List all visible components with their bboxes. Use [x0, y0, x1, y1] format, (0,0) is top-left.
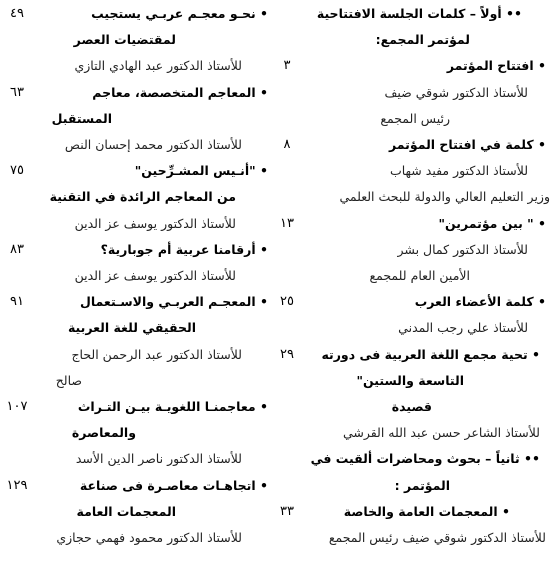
- toc-entry: [0, 395, 272, 419]
- page-number: ٨٣: [10, 241, 24, 257]
- toc-entry: [272, 526, 550, 550]
- entry-title: • المعجمات العامة والخاصة: [343, 503, 510, 519]
- toc-entry: [272, 421, 550, 445]
- entry-title: المستقبل: [51, 110, 112, 126]
- toc-entry: [0, 526, 272, 550]
- entry-author: للأستاذ الشاعر حسن عبد الله القرشي: [342, 425, 540, 441]
- toc-entry: [0, 500, 272, 524]
- page-number: ٢٩: [280, 346, 294, 362]
- entry-author: للأستاذ الدكتور كمال بشر: [397, 241, 528, 257]
- entry-title: •• أولاً – كلمات الجلسة الافتتاحية: [316, 6, 522, 21]
- toc-entry: [272, 159, 550, 183]
- toc-entry: [0, 185, 272, 209]
- toc-entry: [0, 343, 272, 367]
- entry-author: للأستاذ علي رجب المدني: [398, 320, 528, 336]
- entry-author: للأستاذ الدكتور مفيد شهاب: [389, 163, 528, 179]
- entry-author: للأستاذ الدكتور يوسف عز الدين: [74, 268, 236, 283]
- entry-title: • معاجمنـا اللغويـة بيـن التـراث: [77, 399, 268, 414]
- toc-entry: [272, 81, 550, 105]
- entry-author: للأستاذ الدكتور ناصر الدين الأسد: [75, 451, 242, 467]
- entry-title: • كلمة الأعضاء العرب: [414, 294, 546, 310]
- entry-title: • أرقامنا عربية أم جوبارية؟: [100, 241, 268, 257]
- toc-entry: [272, 290, 550, 314]
- entry-title: • اتجاهـات معاصـرة فى صناعة: [79, 477, 268, 493]
- page-number: ٢٥: [280, 294, 294, 310]
- entry-title: • كلمة في افتتاح المؤتمر: [389, 137, 546, 152]
- page-number: ٦٣: [10, 84, 24, 100]
- entry-title: لمقتضيات العصر: [73, 32, 176, 48]
- entry-title: المعجمات العامة: [76, 503, 176, 519]
- toc-entry: [0, 133, 272, 157]
- entry-title: قصيدة: [391, 399, 432, 414]
- entry-title: لمؤتمر المجمع:: [375, 32, 470, 48]
- toc-entry: [0, 2, 272, 26]
- entry-author: للأستاذ الدكتور محمد إحسان النص: [64, 137, 242, 152]
- toc-entry: [272, 2, 550, 26]
- toc-entry: [0, 290, 272, 314]
- entry-author: للأستاذ الدكتور شوقي ضيف رئيس المجمع: [328, 530, 546, 545]
- toc-entry: [0, 316, 272, 340]
- toc-entry: [0, 264, 272, 288]
- entry-author: للأستاذ الدكتور عبد الهادي التازي: [74, 58, 242, 74]
- toc-entry: [272, 133, 550, 157]
- toc-entry: [0, 421, 272, 445]
- entry-title: • " بين مؤتمرين": [438, 215, 546, 231]
- toc-entry: [272, 238, 550, 262]
- page-number: ١٠٧: [6, 399, 28, 414]
- toc-entry: [272, 316, 550, 340]
- page-number: ١٣: [280, 215, 294, 231]
- entry-title: •• ثانياً – بحوث ومحاضرات ألقيت في: [310, 451, 540, 467]
- toc-entry: [272, 369, 550, 393]
- toc-entry: [272, 343, 550, 367]
- toc-entry: [0, 107, 272, 131]
- entry-author: صالح: [55, 372, 82, 388]
- toc-entry: [272, 474, 550, 498]
- entry-title: • "أنـيس المشـرِّحين": [134, 163, 268, 179]
- toc-entry: [0, 369, 272, 393]
- toc-entry: [0, 81, 272, 105]
- entry-title: المؤتمر :: [394, 477, 450, 493]
- page-number: ٧٥: [10, 163, 24, 179]
- entry-author: للأستاذ الدكتور يوسف عز الدين: [74, 215, 236, 231]
- entry-author: وزير التعليم العالي والدولة للبحث العلمي: [339, 189, 550, 205]
- toc-entry: [0, 54, 272, 78]
- toc-entry: [272, 447, 550, 471]
- toc-entry: [272, 264, 550, 288]
- entry-author: رئيس المجمع: [380, 110, 450, 126]
- entry-title: الحقيقي للغة العربية: [67, 320, 196, 336]
- entry-title: والمعاصرة: [71, 425, 136, 441]
- toc-entry: [272, 212, 550, 236]
- page-number: ١٢٩: [6, 477, 28, 493]
- entry-author: للأستاذ الدكتور محمود فهمي حجازي: [56, 530, 242, 545]
- toc-entry: [272, 500, 550, 524]
- entry-title: • تحية مجمع اللغة العربية فى دورته: [321, 346, 540, 362]
- entry-author: للأستاذ الدكتور شوقي ضيف: [384, 84, 528, 100]
- page-number: ٣: [283, 58, 291, 74]
- toc-entry: [0, 447, 272, 471]
- page-number: ٣٣: [280, 503, 294, 519]
- toc-entry: [0, 238, 272, 262]
- entry-title: التاسعة والستين": [356, 372, 464, 388]
- entry-title: • افتتاح المؤتمر: [446, 58, 546, 74]
- entry-author: الأمين العام للمجمع: [369, 268, 470, 283]
- entry-title: • نحـو معجـم عربـي يستجيب: [91, 6, 268, 21]
- toc-entry: [0, 212, 272, 236]
- toc-entry: [0, 159, 272, 183]
- toc-entry: [272, 107, 550, 131]
- page-number: ٩١: [10, 294, 24, 310]
- entry-title: • المعاجم المتخصصة، معاجم: [92, 84, 268, 100]
- entry-author: للأستاذ الدكتور عبد الرحمن الحاج: [71, 346, 242, 362]
- toc-entry: [272, 54, 550, 78]
- toc-entry: [272, 395, 550, 419]
- page-number: ٤٩: [10, 6, 24, 21]
- toc-entry: [272, 28, 550, 52]
- toc-entry: [0, 28, 272, 52]
- toc-entry: [272, 185, 550, 209]
- page-number: ٨: [283, 137, 291, 152]
- toc-entry: [0, 474, 272, 498]
- entry-title: من المعاجم الرائدة في التقنية: [49, 189, 236, 205]
- entry-title: • المعجـم العربـي والاسـتعمال: [80, 294, 268, 310]
